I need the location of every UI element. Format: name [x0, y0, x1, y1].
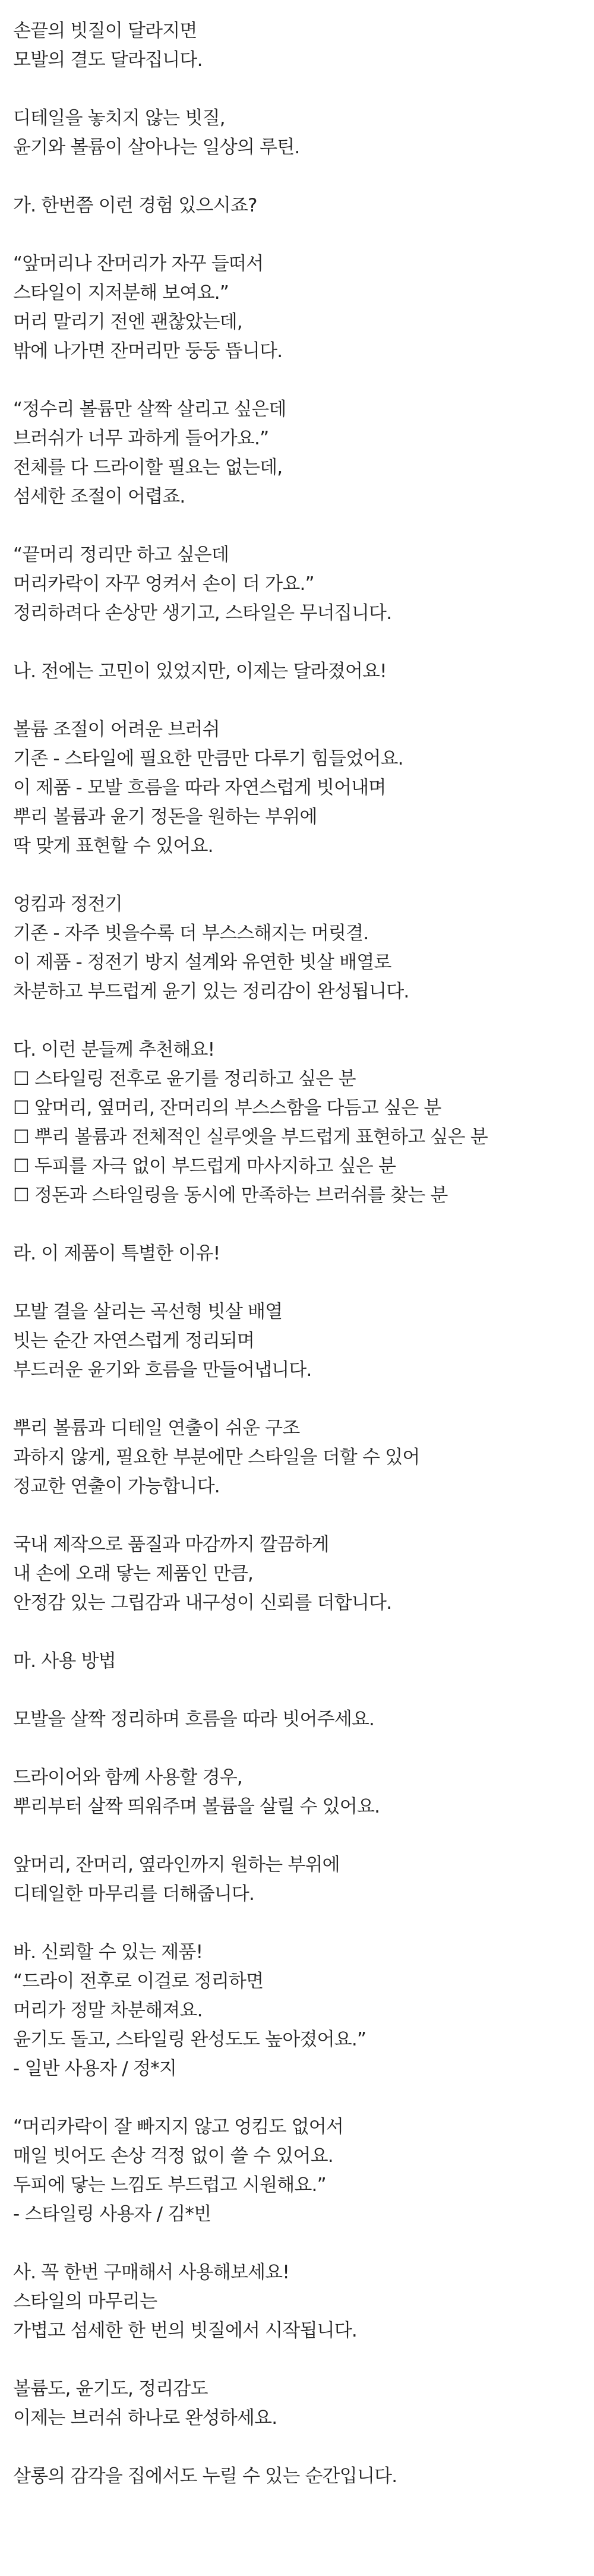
- text-block: [13, 395, 594, 512]
- text-block: [13, 1239, 594, 1268]
- text-block: [13, 191, 594, 220]
- text-block: [13, 541, 594, 628]
- text-line: 정교한 연출이 가능합니다.: [13, 1476, 220, 1497]
- text-line: 모발을 살짝 정리하며 흐름을 따라 빗어주세요.: [13, 1709, 375, 1730]
- text-line: 두피에 닿는 느낌도 부드럽고 시원해요.”: [13, 2174, 326, 2196]
- text-block: [13, 2113, 594, 2229]
- text-line: 머리 말리기 전엔 괜찮았는데,: [13, 311, 242, 333]
- text-block: [13, 1647, 594, 1676]
- text-line: 스타일의 마무리는: [13, 2291, 157, 2312]
- text-block: [13, 2258, 594, 2345]
- text-block: [13, 104, 594, 162]
- text-line: 손끝의 빗질이 달라지면: [13, 20, 197, 42]
- paragraph-gap: [13, 686, 594, 715]
- text-line: 이 제품 - 모발 흐름을 따라 자연스럽게 빗어내며: [13, 777, 386, 798]
- paragraph-gap: [13, 1385, 594, 1414]
- text-line: 섬세한 조절이 어렵죠.: [13, 486, 185, 507]
- text-line: 빗는 순간 자연스럽게 정리되며: [13, 1330, 255, 1352]
- paragraph-gap: [13, 1210, 594, 1239]
- text-line: 내 손에 오래 닿는 제품인 만큼,: [13, 1563, 254, 1584]
- text-line: 과하지 않게, 필요한 부분에만 스타일을 더할 수 있어: [13, 1447, 420, 1468]
- text-block: [13, 1763, 594, 1821]
- text-block: [13, 1036, 594, 1210]
- text-line: ☐ 정돈과 스타일링을 동시에 만족하는 브러쉬를 찾는 분: [13, 1185, 448, 1206]
- text-line: 이제는 브러쉬 하나로 완성하세요.: [13, 2407, 277, 2429]
- paragraph-gap: [13, 162, 594, 191]
- text-line: 마. 사용 방법: [13, 1650, 116, 1672]
- text-block: [13, 1938, 594, 2083]
- paragraph-gap: [13, 628, 594, 657]
- paragraph-gap: [13, 2229, 594, 2258]
- text-line: 머리가 정말 차분해져요.: [13, 2000, 203, 2021]
- text-line: 차분하고 부드럽게 윤기 있는 정리감이 완성됩니다.: [13, 981, 409, 1002]
- text-line: 가볍고 섬세한 한 번의 빗질에서 시작됩니다.: [13, 2320, 357, 2341]
- paragraph-gap: [13, 861, 594, 890]
- text-line: 라. 이 제품이 특별한 이유!: [13, 1243, 220, 1264]
- text-line: 기존 - 자주 빗을수록 더 부스스해지는 머릿결.: [13, 923, 369, 944]
- text-line: 이 제품 - 정전기 방지 설계와 유연한 빗살 배열로: [13, 952, 391, 973]
- paragraph-gap: [13, 366, 594, 395]
- text-line: 디테일을 놓치지 않는 빗질,: [13, 108, 225, 129]
- text-line: 뿌리 볼륨과 윤기 정돈을 원하는 부위에: [13, 806, 317, 828]
- text-line: 윤기도 돌고, 스타일링 완성도도 높아졌어요.”: [13, 2029, 366, 2050]
- text-block: [13, 1298, 594, 1385]
- paragraph-gap: [13, 1821, 594, 1851]
- text-block: [13, 1851, 594, 1909]
- text-line: 부드러운 윤기와 흐름을 만들어냅니다.: [13, 1359, 312, 1381]
- document-body: [13, 17, 594, 2491]
- text-line: 모발 결을 살리는 곡선형 빗살 배열: [13, 1301, 283, 1322]
- paragraph-gap: [13, 1006, 594, 1036]
- text-line: “앞머리나 잔머리가 자꾸 들떠서: [13, 253, 264, 274]
- text-block: [13, 2375, 594, 2433]
- paragraph-gap: [13, 1618, 594, 1647]
- text-block: [13, 657, 594, 686]
- text-line: 바. 신뢰할 수 있는 제품!: [13, 1942, 203, 1963]
- text-line: 뿌리 볼륨과 디테일 연출이 쉬운 구조: [13, 1418, 300, 1439]
- text-line: 다. 이런 분들께 추천해요!: [13, 1039, 215, 1060]
- text-line: 스타일이 지저분해 보여요.”: [13, 282, 229, 304]
- paragraph-gap: [13, 1268, 594, 1298]
- text-block: [13, 1705, 594, 1734]
- paragraph-gap: [13, 2345, 594, 2375]
- text-block: [13, 890, 594, 1006]
- text-line: ☐ 앞머리, 옆머리, 잔머리의 부스스함을 다듬고 싶은 분: [13, 1097, 441, 1119]
- text-block: [13, 1530, 594, 1618]
- text-line: 뿌리부터 살짝 띄워주며 볼륨을 살릴 수 있어요.: [13, 1796, 380, 1817]
- text-line: 머리카락이 자꾸 엉켜서 손이 더 가요.”: [13, 573, 314, 595]
- text-line: 사. 꼭 한번 구매해서 사용해보세요!: [13, 2262, 289, 2283]
- text-line: 정리하려다 손상만 생기고, 스타일은 무너집니다.: [13, 602, 392, 624]
- text-line: 살롱의 감각을 집에서도 누릴 수 있는 순간입니다.: [13, 2465, 397, 2487]
- text-line: 전체를 다 드라이할 필요는 없는데,: [13, 457, 283, 478]
- text-line: “정수리 볼륨만 살짝 살리고 싶은데: [13, 399, 286, 420]
- paragraph-gap: [13, 2083, 594, 2113]
- paragraph-gap: [13, 1676, 594, 1705]
- paragraph-gap: [13, 1501, 594, 1530]
- text-line: “머리카락이 잘 빠지지 않고 엉킴도 없어서: [13, 2116, 344, 2138]
- text-line: 앞머리, 잔머리, 옆라인까지 원하는 부위에: [13, 1854, 340, 1876]
- paragraph-gap: [13, 75, 594, 104]
- text-block: [13, 715, 594, 861]
- paragraph-gap: [13, 220, 594, 250]
- text-line: ☐ 두피를 자극 없이 부드럽게 마사지하고 싶은 분: [13, 1156, 396, 1177]
- text-line: 딱 맞게 표현할 수 있어요.: [13, 835, 213, 857]
- text-line: “끝머리 정리만 하고 싶은데: [13, 544, 229, 566]
- text-block: [13, 1414, 594, 1501]
- text-line: 볼륨도, 윤기도, 정리감도: [13, 2378, 208, 2400]
- text-line: 모발의 결도 달라집니다.: [13, 49, 203, 71]
- text-line: 밖에 나가면 잔머리만 둥둥 뜹니다.: [13, 340, 283, 362]
- text-line: 드라이어와 함께 사용할 경우,: [13, 1767, 242, 1788]
- text-line: 가. 한번쯤 이런 경험 있으시죠?: [13, 195, 257, 216]
- text-line: 기존 - 스타일에 필요한 만큼만 다루기 힘들었어요.: [13, 748, 403, 769]
- text-line: 국내 제작으로 품질과 마감까지 깔끔하게: [13, 1534, 329, 1555]
- text-line: 윤기와 볼륨이 살아나는 일상의 루틴.: [13, 137, 300, 158]
- text-line: 엉킴과 정전기: [13, 894, 122, 915]
- text-line: “드라이 전후로 이걸로 정리하면: [13, 1971, 264, 1992]
- text-line: 안정감 있는 그립감과 내구성이 신뢰를 더합니다.: [13, 1592, 392, 1614]
- text-line: - 일반 사용자 / 정*지: [13, 2058, 176, 2079]
- paragraph-gap: [13, 512, 594, 541]
- text-block: [13, 17, 594, 75]
- text-line: 브러쉬가 너무 과하게 들어가요.”: [13, 428, 269, 449]
- text-line: 매일 빗어도 손상 걱정 없이 쓸 수 있어요.: [13, 2145, 333, 2167]
- text-block: [13, 2462, 594, 2491]
- text-line: 나. 전에는 고민이 있었지만, 이제는 달라졌어요!: [13, 661, 387, 682]
- paragraph-gap: [13, 2433, 594, 2462]
- text-line: 볼륨 조절이 어려운 브러쉬: [13, 719, 220, 740]
- text-line: - 스타일링 사용자 / 김*빈: [13, 2204, 211, 2225]
- text-line: ☐ 뿌리 볼륨과 전체적인 실루엣을 부드럽게 표현하고 싶은 분: [13, 1126, 488, 1148]
- paragraph-gap: [13, 1734, 594, 1763]
- text-line: ☐ 스타일링 전후로 윤기를 정리하고 싶은 분: [13, 1068, 356, 1090]
- text-block: [13, 250, 594, 366]
- paragraph-gap: [13, 1909, 594, 1938]
- text-line: 디테일한 마무리를 더해줍니다.: [13, 1883, 255, 1905]
